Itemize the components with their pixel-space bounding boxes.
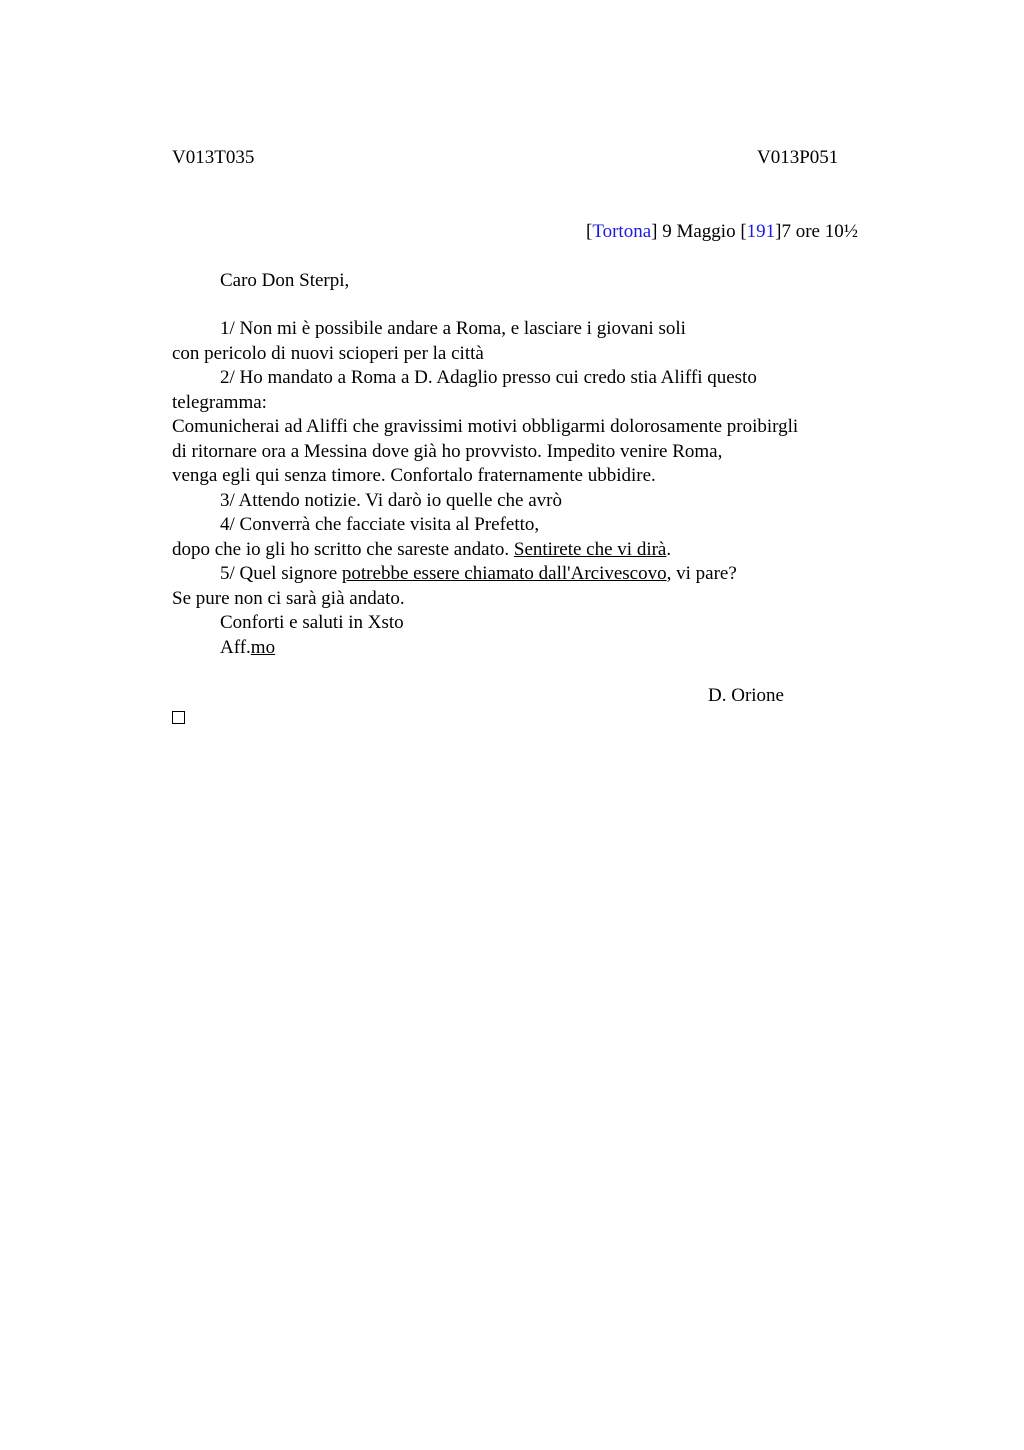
letter-line-1: 1/ Non mi è possibile andare a Roma, e lasciare i giovani soli — [220, 318, 686, 339]
end-square-icon — [172, 711, 185, 724]
letter-line-4: telegramma: — [172, 391, 267, 413]
dateline-place: Tortona — [592, 221, 652, 242]
letter-line-2: con pericolo di nuovi scioperi per la città — [172, 342, 484, 364]
letter-line-10 — [172, 538, 872, 563]
letter-text: dopo che io gli ho scritto che sareste andato. — [172, 538, 514, 560]
closing-affmo — [172, 636, 872, 661]
letter-text: Aff. — [220, 636, 251, 658]
letter-line-6: di ritornare ora a Messina dove già ho provvisto. Impedito venire Roma, — [172, 440, 723, 462]
signature: D. Orione — [708, 685, 784, 706]
underlined-text: mo — [250, 636, 276, 658]
letter-line-9: 4/ Converrà che facciate visita al Prefetto, — [220, 514, 540, 535]
letter-line-5: Comunicherai ad Aliffi che gravissimi motivi obbligarmi dolorosamente proibirgli — [172, 416, 799, 437]
letter-line-11 — [172, 562, 872, 587]
underlined-text: potrebbe essere chiamato dall'Arcivescovo — [341, 563, 667, 584]
letter-text: 5/ Quel signore — [220, 563, 342, 584]
dateline — [586, 220, 858, 245]
dateline-date: ] 9 Maggio [ — [651, 221, 747, 242]
dateline-bracket: [ — [585, 221, 593, 242]
underlined-text: Sentirete che vi dirà — [513, 538, 667, 560]
letter-text: . — [666, 538, 672, 560]
letter-line-3: 2/ Ho mandato a Roma a D. Adaglio presso cui credo stia Aliffi questo — [220, 367, 757, 388]
letter-line-12: Se pure non ci sarà già andato. — [172, 587, 405, 609]
letter-line-8: 3/ Attendo notizie. Vi darò io quelle che avrò — [220, 489, 562, 511]
dateline-time: ]7 ore 10½ — [775, 221, 858, 242]
letter-text: , vi pare? — [666, 563, 737, 584]
closing-line: Conforti e saluti in Xsto — [220, 612, 404, 633]
document-code-left: V013T035 — [172, 147, 255, 168]
salutation: Caro Don Sterpi, — [220, 270, 350, 291]
document-code-right: V013P051 — [757, 147, 839, 168]
letter-line-7: venga egli qui senza timore. Confortalo fraternamente ubbidire. — [172, 465, 656, 486]
letter-body — [172, 317, 872, 660]
dateline-year: 191 — [746, 221, 776, 242]
